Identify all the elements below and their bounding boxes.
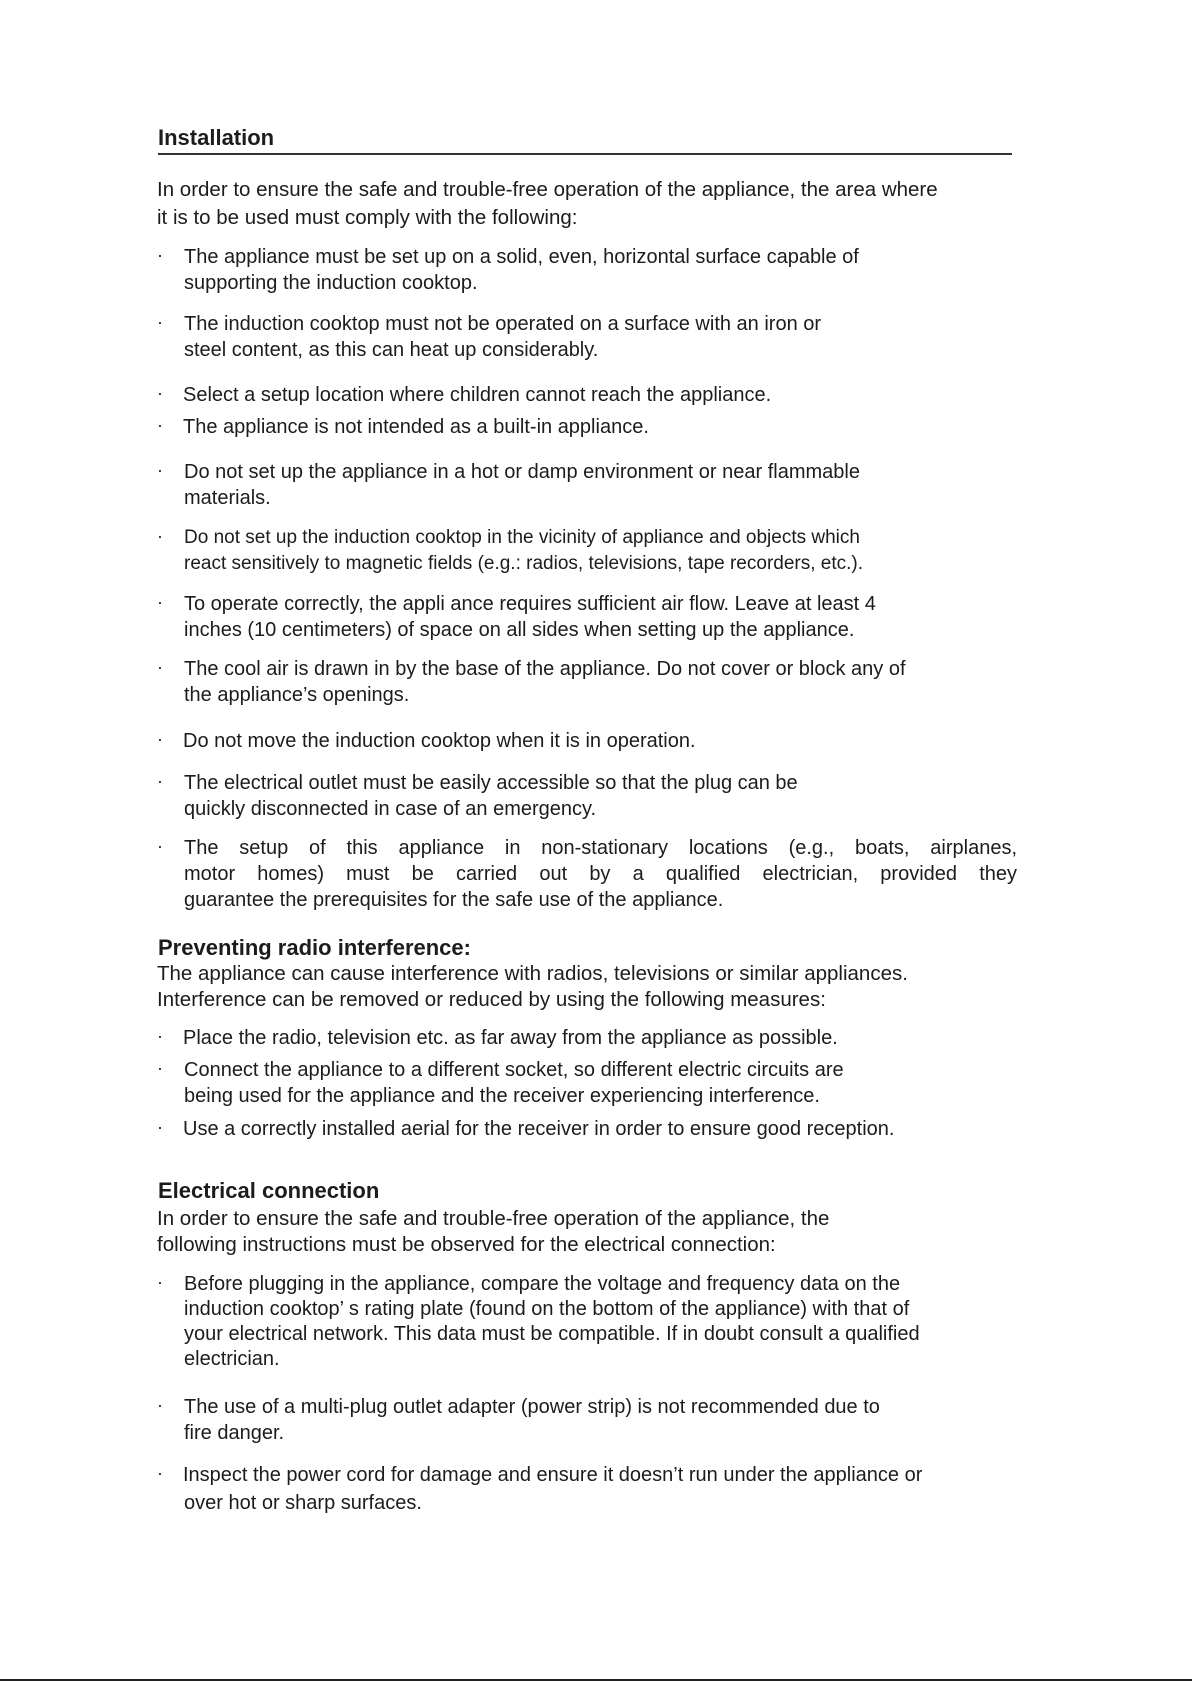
electrical-item: [157, 1272, 920, 1372]
item-line: react sensitively to magnetic fields (e.g.: radios, televisions, tape recorders, etc.).: [184, 553, 864, 574]
item-line: Connect the appliance to a different socket, so different electric circuits are: [184, 1059, 844, 1081]
bullet-icon: ·: [157, 1058, 163, 1078]
item-line: The cool air is drawn in by the base of the appliance. Do not cover or block any of: [184, 658, 906, 680]
item-line: being used for the appliance and the receiver experiencing interference.: [184, 1085, 820, 1107]
installation-title: Installation: [158, 125, 275, 150]
electrical-item: [157, 1461, 922, 1517]
item-line: materials.: [184, 487, 271, 509]
item-line: Before plugging in the appliance, compare the voltage and frequency data on the: [184, 1273, 901, 1295]
bullet-icon: ·: [157, 460, 163, 480]
electrical-intro-line-2: following instructions must be observed for the electrical connection:: [157, 1233, 776, 1256]
bullet-icon: ·: [157, 1117, 163, 1137]
installation-item: [157, 591, 876, 643]
radio-intro-line-2: Interference can be removed or reduced by using the following measures:: [157, 988, 826, 1011]
item-line: The setup of this appliance in non-stationary locations (e.g., boats, airplanes,: [184, 837, 1017, 859]
item-line: Do not set up the induction cooktop in the vicinity of appliance and objects which: [184, 527, 860, 548]
item-line: the appliance’s openings.: [184, 684, 410, 706]
installation-item: [157, 835, 1017, 913]
item-line: Use a correctly installed aerial for the receiver in order to ensure good reception.: [183, 1118, 895, 1140]
bullet-icon: ·: [157, 771, 163, 791]
bullet-icon: ·: [157, 415, 163, 435]
item-line: The appliance is not intended as a built-in appliance.: [183, 416, 649, 438]
item-line: electrician.: [184, 1348, 280, 1370]
installation-item: [157, 311, 821, 363]
installation-intro-line-2: it is to be used must comply with the following:: [157, 206, 578, 229]
installation-item: [157, 656, 906, 708]
item-line: your electrical network. This data must be compatible. If in doubt consult a qualified: [184, 1323, 920, 1345]
installation-intro-line-1: In order to ensure the safe and trouble-free operation of the appliance, the area where: [157, 178, 938, 201]
installation-item: [157, 459, 860, 511]
radio-intro-line-1: The appliance can cause interference with radios, televisions or similar appliances.: [157, 962, 908, 985]
item-line: induction cooktop’ s rating plate (found on the bottom of the appliance) with that of: [184, 1298, 910, 1320]
bullet-icon: ·: [157, 657, 163, 677]
item-line: Do not move the induction cooktop when it is in operation.: [183, 730, 696, 752]
item-line: guarantee the prerequisites for the safe use of the appliance.: [184, 889, 724, 911]
bullet-icon: ·: [157, 592, 163, 612]
item-line: To operate correctly, the appli ance requires sufficient air flow. Leave at least 4: [184, 593, 876, 615]
installation-item: [157, 525, 863, 577]
item-line: The induction cooktop must not be operated on a surface with an iron or: [184, 313, 822, 335]
radio-item: [157, 1057, 844, 1109]
item-line: steel content, as this can heat up considerably.: [184, 339, 599, 361]
electrical-item: [157, 1394, 880, 1446]
bullet-icon: ·: [157, 526, 163, 546]
bullet-icon: ·: [157, 836, 163, 856]
installation-item: [157, 770, 798, 822]
bullet-icon: ·: [157, 245, 163, 265]
bullet-icon: ·: [157, 1026, 163, 1046]
item-line: over hot or sharp surfaces.: [184, 1492, 422, 1514]
electrical-connection-title: Electrical connection: [158, 1178, 380, 1203]
bullet-icon: ·: [157, 383, 163, 403]
bullet-icon: ·: [157, 1272, 163, 1292]
bullet-icon: ·: [157, 1395, 163, 1415]
item-line: fire danger.: [184, 1422, 285, 1444]
item-line: quickly disconnected in case of an emergency.: [184, 798, 597, 820]
title-underline: [158, 153, 1012, 155]
item-line: The use of a multi-plug outlet adapter (power strip) is not recommended due to: [184, 1396, 880, 1418]
bullet-icon: ·: [157, 1463, 163, 1483]
page-bottom-border: [0, 1679, 1192, 1681]
radio-item: [157, 1025, 838, 1051]
item-line: Do not set up the appliance in a hot or damp environment or near flammable: [184, 461, 860, 483]
bullet-icon: ·: [157, 312, 163, 332]
installation-item: [157, 244, 859, 296]
item-line: motor homes) must be carried out by a qualified electrician, provided they: [184, 863, 1017, 885]
installation-item: [157, 728, 696, 754]
item-line: The electrical outlet must be easily accessible so that the plug can be: [184, 772, 798, 794]
radio-item: [157, 1116, 894, 1142]
item-line: Place the radio, television etc. as far away from the appliance as possible.: [183, 1027, 838, 1049]
bullet-icon: ·: [157, 729, 163, 749]
radio-interference-title: Preventing radio interference:: [158, 935, 471, 960]
item-line: supporting the induction cooktop.: [184, 272, 478, 294]
item-line: Select a setup location where children cannot reach the appliance.: [183, 384, 772, 406]
installation-item: [157, 414, 649, 440]
item-line: The appliance must be set up on a solid, even, horizontal surface capable of: [184, 246, 859, 268]
electrical-intro-line-1: In order to ensure the safe and trouble-free operation of the appliance, the: [157, 1207, 830, 1230]
item-line: inches (10 centimeters) of space on all sides when setting up the appliance.: [184, 619, 855, 641]
item-line: Inspect the power cord for damage and ensure it doesn’t run under the appliance or: [183, 1464, 923, 1486]
installation-item: [157, 382, 771, 408]
